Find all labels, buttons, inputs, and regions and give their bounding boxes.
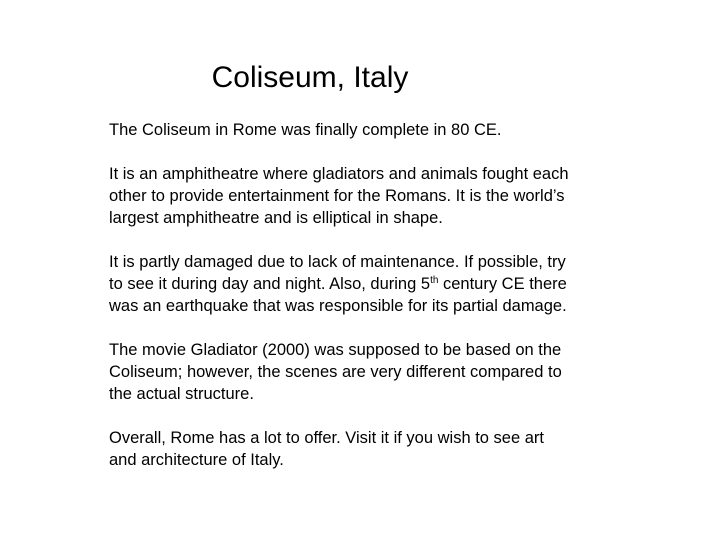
paragraph-amphitheatre: It is an amphitheatre where gladiators and animals fought each other to provide entertainment for the Romans. It is the world’s largest amphitheatre and is elliptical in shape. [109,165,569,227]
slide-title: Coliseum, Italy [211,61,409,94]
ordinal-superscript: th [430,275,439,286]
paragraph-gladiator-movie: The movie Gladiator (2000) was supposed to be based on the Coliseum; however, the scenes are very different compared to the actual structure. [109,341,562,403]
slide-body [109,119,569,471]
paragraph-completion: The Coliseum in Rome was finally complete in 80 CE. [109,121,502,139]
paragraph-overall: Overall, Rome has a lot to offer. Visit it if you wish to see art and architecture of Italy. [109,429,545,469]
paragraph-damage [109,251,569,317]
paragraph-damage-text-end: century CE there was an earthquake that was responsible for its partial damage. [109,275,567,315]
paragraph-damage-text-start: It is partly damaged due to lack of maintenance. If possible, try to see it during day and night. Also, during 5 [109,253,566,293]
